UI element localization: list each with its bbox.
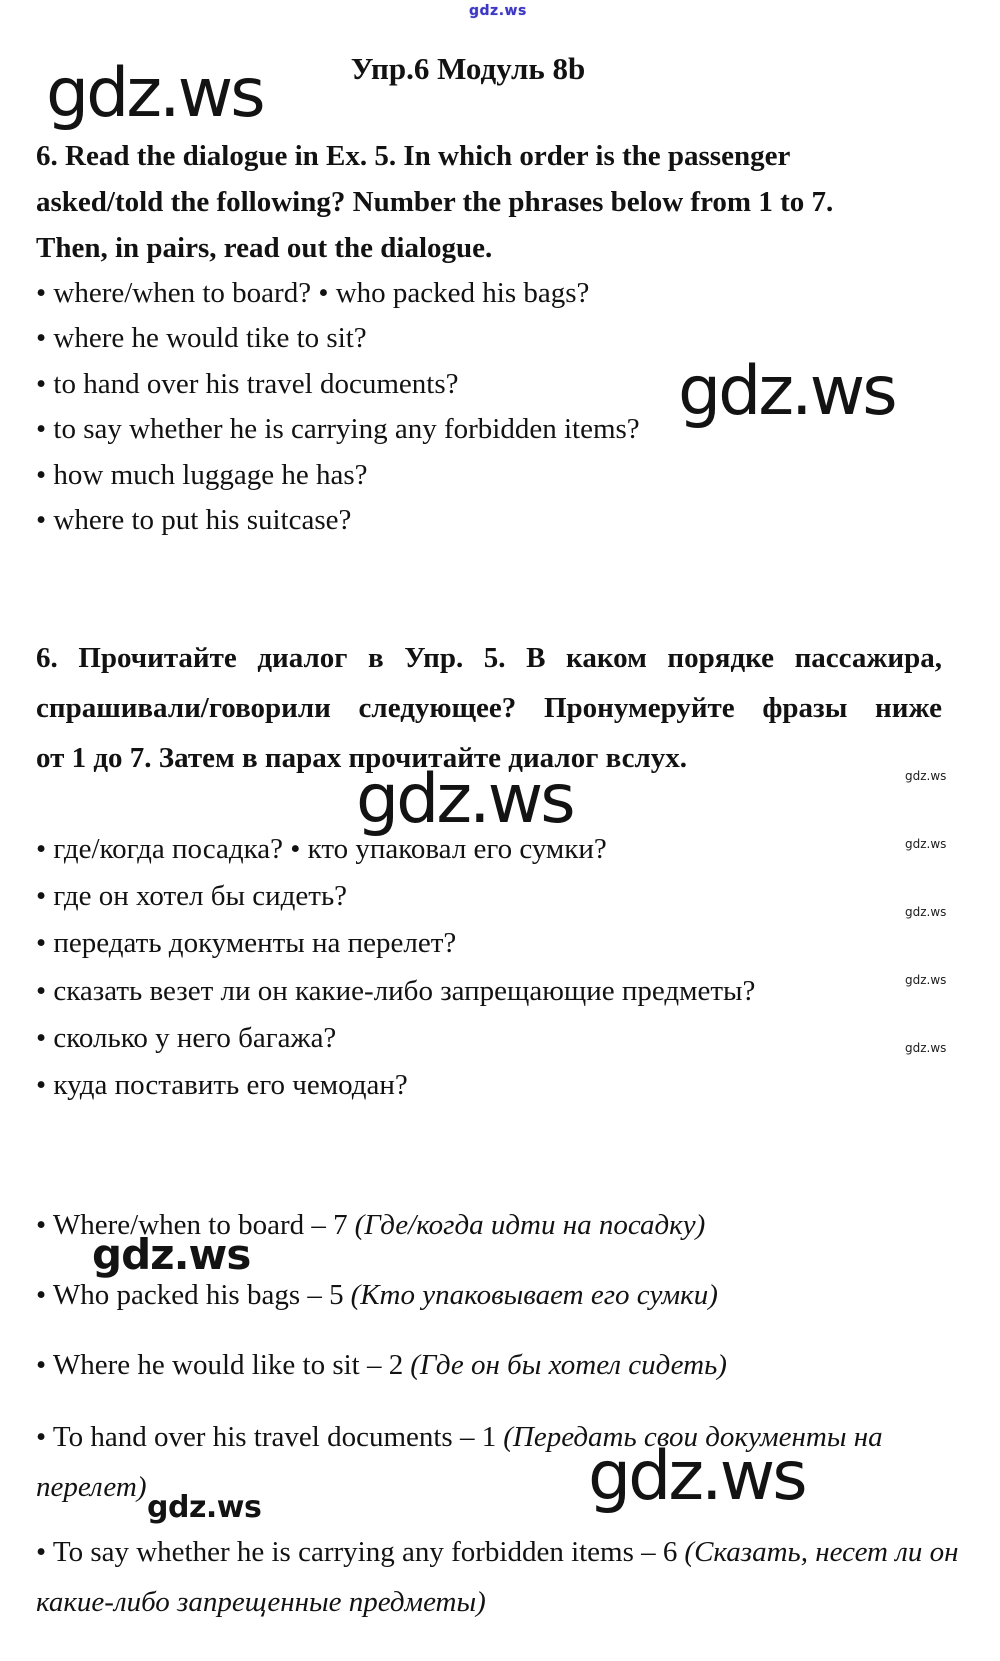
answer-translation: (Кто упаковывает его сумки) xyxy=(350,1279,718,1311)
text-line: 6. Read the dialogue in Ex. 5. In which order is the passenger xyxy=(36,140,791,172)
list-item: • сказать везет ли он какие-либо запрещающие предметы? xyxy=(36,974,756,1007)
list-item: • to say whether he is carrying any forbidden items? xyxy=(36,413,640,446)
answer-row xyxy=(36,1412,971,1516)
task-ru-bullet-list xyxy=(36,826,976,1109)
text-line: от 1 до 7. Затем в парах прочитайте диалог вслух. xyxy=(36,742,688,774)
text-line: 6. Прочитайте диалог в Упр. 5. В каком порядке пассажира, xyxy=(36,642,942,674)
list-item: • сколько у него багажа? xyxy=(36,1021,337,1054)
list-item: • где он хотел бы сидеть? xyxy=(36,880,348,913)
answer-row xyxy=(36,1270,971,1320)
task-en-instructions xyxy=(36,133,916,271)
answer-translation: (Сказать, несет ли он какие-либо запрещенные предметы) xyxy=(36,1536,959,1618)
answer-row xyxy=(36,1200,971,1250)
list-item: • где/когда посадка? • кто упаковал его сумки? xyxy=(36,833,607,865)
list-item: • how much luggage he has? xyxy=(36,458,368,491)
answer-english: • To hand over his travel documents – 1 xyxy=(36,1421,497,1453)
answer-row xyxy=(36,1340,971,1390)
answer-translation: (Где/когда идти на посадку) xyxy=(354,1209,706,1241)
watermark-small-right: gdz.ws xyxy=(905,837,947,851)
answer-english: • Where he would like to sit – 2 xyxy=(36,1349,404,1381)
answer-translation: (Где он бы хотел сидеть) xyxy=(410,1349,727,1381)
watermark-small-right: gdz.ws xyxy=(905,905,947,919)
page-title: Упр.6 Модуль 8b xyxy=(350,51,586,86)
list-item: • передать документы на перелет? xyxy=(36,927,457,960)
watermark-large-mid-right: gdz.ws xyxy=(678,352,895,431)
answer-english: • To say whether he is carrying any forbidden items – 6 xyxy=(36,1536,678,1568)
list-item: • to hand over his travel documents? xyxy=(36,367,459,400)
list-item: • where he would tike to sit? xyxy=(36,322,367,355)
task-ru-instructions xyxy=(36,633,942,783)
list-item: • куда поставить его чемодан? xyxy=(36,1069,408,1102)
text-line: спрашивали/говорили следующее? Пронумеруйте фразы ниже xyxy=(36,692,942,724)
watermark-small-left: gdz.ws xyxy=(147,1490,262,1525)
watermark-small-right: gdz.ws xyxy=(905,973,947,987)
answer-english: • Where/when to board – 7 xyxy=(36,1209,348,1241)
text-line: Then, in pairs, read out the dialogue. xyxy=(36,232,493,264)
answer-translation: (Передать свои документы на перелет) xyxy=(36,1421,883,1503)
answer-english: • Who packed his bags – 5 xyxy=(36,1279,344,1311)
list-item: • where to put his suitcase? xyxy=(36,504,352,537)
watermark-large-top-left: gdz.ws xyxy=(46,54,263,133)
answer-row xyxy=(36,1527,971,1627)
watermark-small-right: gdz.ws xyxy=(905,769,947,783)
task-en-bullet-list xyxy=(36,271,976,543)
list-item: • where/when to board? • who packed his bags? xyxy=(36,277,590,309)
watermark-large-bottom-right: gdz.ws xyxy=(588,1437,805,1516)
text-line: asked/told the following? Number the phrases below from 1 to 7. xyxy=(36,186,834,218)
watermark-large-center: gdz.ws xyxy=(356,760,573,839)
watermark-top-blue: gdz.ws xyxy=(469,3,527,19)
watermark-medium-left: gdz.ws xyxy=(92,1230,251,1279)
watermark-small-right: gdz.ws xyxy=(905,1041,947,1055)
